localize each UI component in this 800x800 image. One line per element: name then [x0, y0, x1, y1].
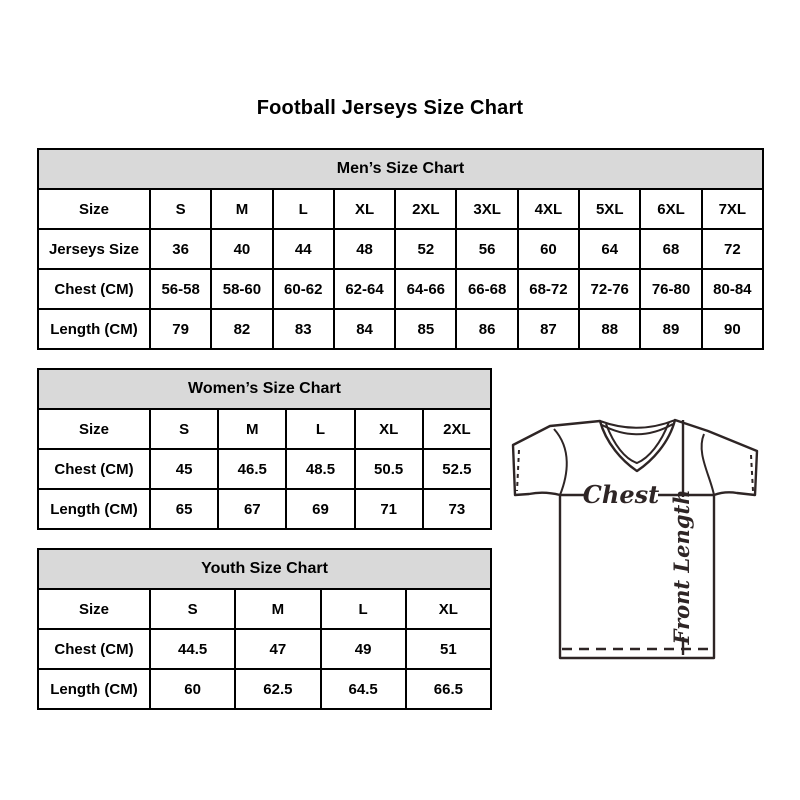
- value-cell: 48.5: [286, 449, 354, 489]
- table-title: Youth Size Chart: [38, 549, 491, 589]
- value-cell: 40: [211, 229, 272, 269]
- womens-size-table: [37, 368, 492, 530]
- value-cell: 90: [702, 309, 763, 349]
- value-cell: 87: [518, 309, 579, 349]
- value-cell: 88: [579, 309, 640, 349]
- table-row: [38, 229, 763, 269]
- value-cell: 86: [456, 309, 517, 349]
- table-header-row: [38, 369, 491, 409]
- value-cell: L: [286, 409, 354, 449]
- value-cell: L: [321, 589, 406, 629]
- value-cell: 48: [334, 229, 395, 269]
- value-cell: 67: [218, 489, 286, 529]
- table-header-row: [38, 549, 491, 589]
- value-cell: S: [150, 409, 218, 449]
- row-label-cell: Chest (CM): [38, 629, 150, 669]
- value-cell: 60: [150, 669, 235, 709]
- value-cell: L: [273, 189, 334, 229]
- value-cell: 6XL: [640, 189, 701, 229]
- value-cell: 60-62: [273, 269, 334, 309]
- table-row: [38, 669, 491, 709]
- value-cell: XL: [334, 189, 395, 229]
- value-cell: 66-68: [456, 269, 517, 309]
- table-row: [38, 489, 491, 529]
- value-cell: 84: [334, 309, 395, 349]
- table-title: Men’s Size Chart: [38, 149, 763, 189]
- row-label-cell: Chest (CM): [38, 449, 150, 489]
- value-cell: S: [150, 189, 211, 229]
- value-cell: 64: [579, 229, 640, 269]
- value-cell: XL: [355, 409, 423, 449]
- value-cell: 2XL: [423, 409, 491, 449]
- value-cell: 68: [640, 229, 701, 269]
- table-row: [38, 189, 763, 229]
- value-cell: 52.5: [423, 449, 491, 489]
- value-cell: 69: [286, 489, 354, 529]
- value-cell: M: [218, 409, 286, 449]
- value-cell: 82: [211, 309, 272, 349]
- row-label-cell: Jerseys Size: [38, 229, 150, 269]
- value-cell: 62.5: [235, 669, 320, 709]
- jersey-measurement-diagram: [498, 403, 770, 677]
- value-cell: 7XL: [702, 189, 763, 229]
- value-cell: 58-60: [211, 269, 272, 309]
- table-row: [38, 309, 763, 349]
- value-cell: 64-66: [395, 269, 456, 309]
- row-label-cell: Length (CM): [38, 489, 150, 529]
- value-cell: 56-58: [150, 269, 211, 309]
- table-row: [38, 409, 491, 449]
- row-label-cell: Length (CM): [38, 309, 150, 349]
- value-cell: XL: [406, 589, 491, 629]
- value-cell: 44.5: [150, 629, 235, 669]
- value-cell: 89: [640, 309, 701, 349]
- chest-measurement-label: Chest: [582, 480, 660, 509]
- row-label-cell: Length (CM): [38, 669, 150, 709]
- value-cell: 85: [395, 309, 456, 349]
- value-cell: M: [235, 589, 320, 629]
- value-cell: 80-84: [702, 269, 763, 309]
- row-label-cell: Chest (CM): [38, 269, 150, 309]
- value-cell: 45: [150, 449, 218, 489]
- table-header-row: [38, 149, 763, 189]
- collar-back-arc: [600, 420, 675, 428]
- value-cell: 72: [702, 229, 763, 269]
- table-row: [38, 269, 763, 309]
- value-cell: 56: [456, 229, 517, 269]
- value-cell: 52: [395, 229, 456, 269]
- value-cell: 62-64: [334, 269, 395, 309]
- value-cell: 47: [235, 629, 320, 669]
- value-cell: 71: [355, 489, 423, 529]
- table-title: Women’s Size Chart: [38, 369, 491, 409]
- value-cell: 3XL: [456, 189, 517, 229]
- value-cell: 68-72: [518, 269, 579, 309]
- value-cell: 2XL: [395, 189, 456, 229]
- value-cell: 49: [321, 629, 406, 669]
- value-cell: 73: [423, 489, 491, 529]
- value-cell: 36: [150, 229, 211, 269]
- value-cell: 83: [273, 309, 334, 349]
- youth-size-table: [37, 548, 492, 710]
- mens-size-table: [37, 148, 764, 350]
- table-row: [38, 449, 491, 489]
- value-cell: 51: [406, 629, 491, 669]
- value-cell: 79: [150, 309, 211, 349]
- value-cell: 50.5: [355, 449, 423, 489]
- value-cell: 46.5: [218, 449, 286, 489]
- value-cell: M: [211, 189, 272, 229]
- value-cell: 60: [518, 229, 579, 269]
- page-title: Football Jerseys Size Chart: [256, 97, 524, 119]
- table-row: [38, 589, 491, 629]
- value-cell: 72-76: [579, 269, 640, 309]
- jersey-outline: [513, 420, 757, 658]
- value-cell: 65: [150, 489, 218, 529]
- row-label-cell: Size: [38, 189, 150, 229]
- value-cell: 44: [273, 229, 334, 269]
- value-cell: 64.5: [321, 669, 406, 709]
- value-cell: 4XL: [518, 189, 579, 229]
- table-row: [38, 629, 491, 669]
- value-cell: S: [150, 589, 235, 629]
- value-cell: 76-80: [640, 269, 701, 309]
- value-cell: 66.5: [406, 669, 491, 709]
- row-label-cell: Size: [38, 409, 150, 449]
- front-length-measurement-label: Front Length: [669, 489, 694, 645]
- value-cell: 5XL: [579, 189, 640, 229]
- row-label-cell: Size: [38, 589, 150, 629]
